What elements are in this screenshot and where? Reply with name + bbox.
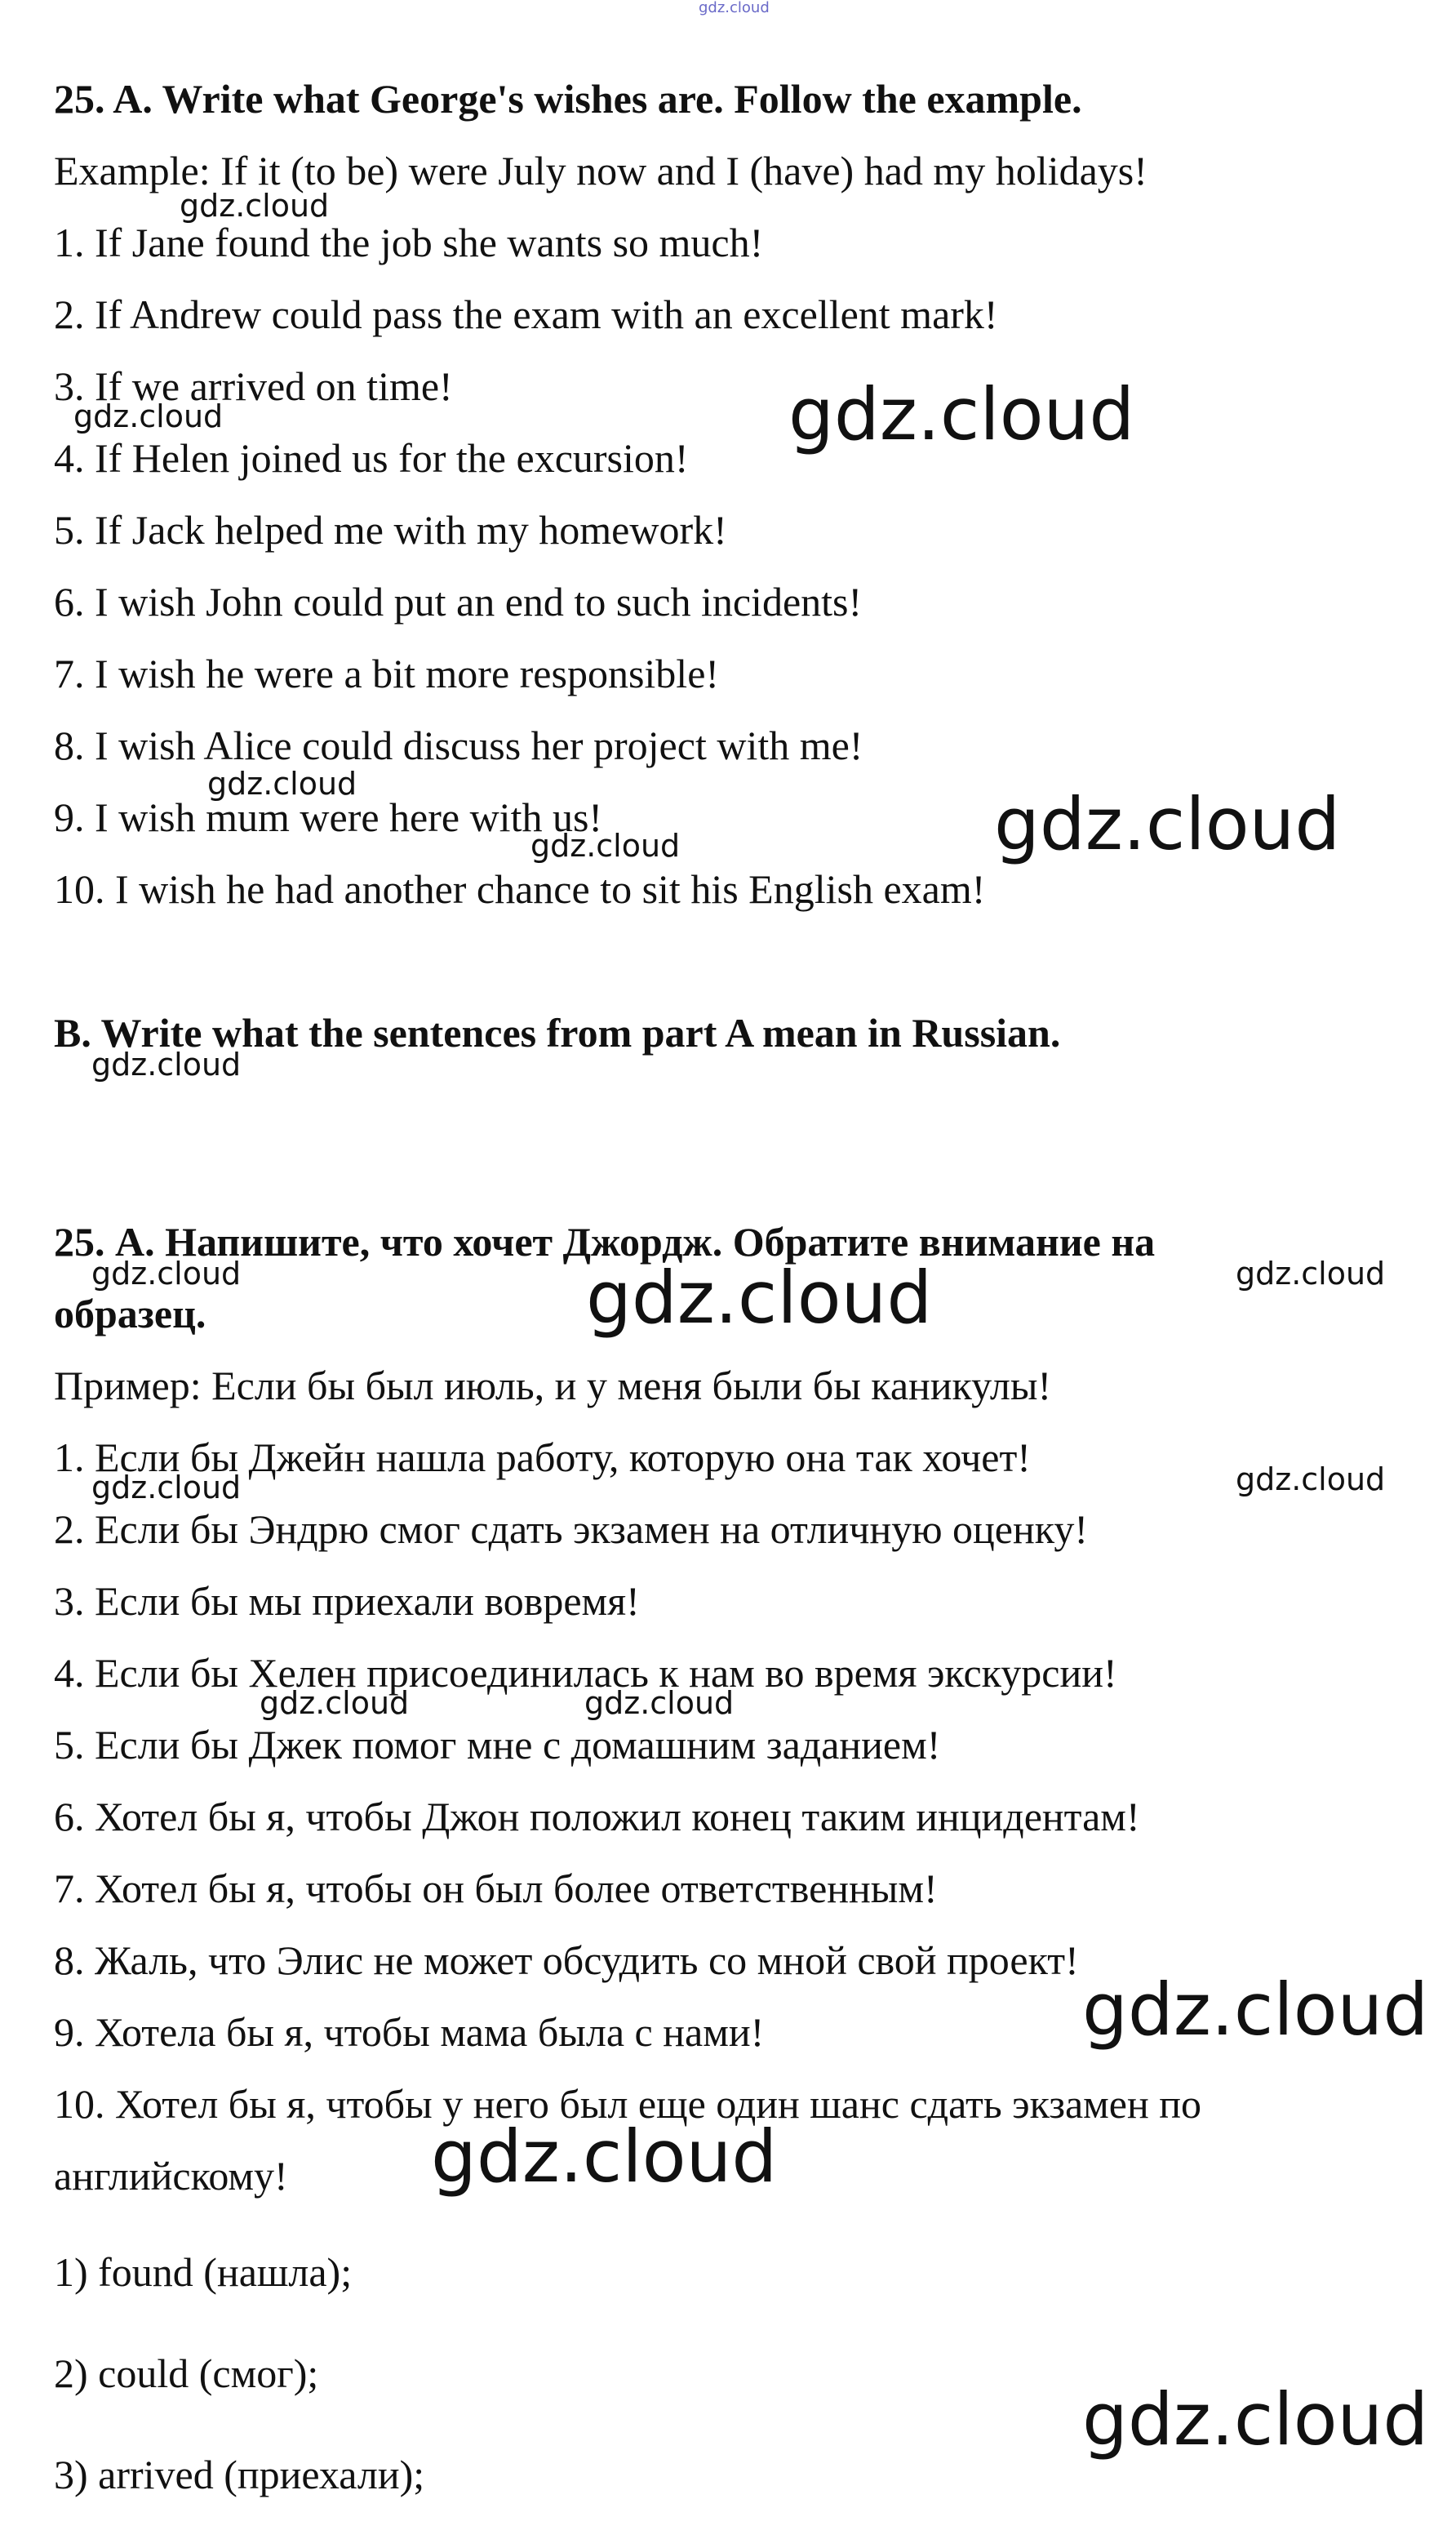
part-a-item-4: 4. If Helen joined us for the excursion!: [54, 435, 689, 481]
part-a-item-5: 5. If Jack helped me with my homework!: [54, 507, 727, 553]
part-a-item-1: 1. If Jane found the job she wants so much!: [54, 220, 764, 265]
watermark-text: gdz.cloud: [431, 2114, 778, 2199]
watermark-text: gdz.cloud: [180, 188, 330, 224]
part-b-heading: B. Write what the sentences from part A mean in Russian.: [54, 1010, 1061, 1056]
watermark-text: gdz.cloud: [530, 828, 681, 864]
part-a-item-2: 2. If Andrew could pass the exam with an excellent mark!: [54, 291, 998, 337]
watermark-text: gdz.cloud: [1082, 2377, 1429, 2461]
part-a-example: Example: If it (to be) were July now and I (have) had my holidays!: [54, 148, 1147, 193]
translation-heading-line1: 25. А. Напишите, что хочет Джордж. Обратите внимание на: [54, 1219, 1156, 1265]
watermark-text: gdz.cloud: [584, 1685, 735, 1721]
part-a-item-8: 8. I wish Alice could discuss her project with me!: [54, 723, 863, 768]
top-watermark: gdz.cloud: [699, 0, 770, 16]
watermark-text: gdz.cloud: [994, 782, 1341, 866]
watermark-text: gdz.cloud: [260, 1685, 410, 1721]
translation-item-10-line2: английскому!: [54, 2153, 288, 2199]
watermark-text: gdz.cloud: [586, 1256, 933, 1340]
watermark-text: gdz.cloud: [1236, 1256, 1386, 1292]
translation-item-8: 8. Жаль, что Элис не может обсудить со мной свой проект!: [54, 1937, 1079, 1983]
translation-item-4: 4. Если бы Хелен присоединилась к нам во время экскурсии!: [54, 1650, 1117, 1696]
watermark-text: gdz.cloud: [91, 1047, 242, 1083]
watermark-text: gdz.cloud: [1082, 1968, 1429, 2052]
translation-item-9: 9. Хотела бы я, чтобы мама была с нами!: [54, 2009, 765, 2055]
watermark-text: gdz.cloud: [788, 372, 1135, 456]
answer-1: 1) found (нашла);: [54, 2249, 353, 2295]
part-a-item-9: 9. I wish mum were here with us!: [54, 794, 603, 840]
answer-2: 2) could (смог);: [54, 2350, 319, 2396]
part-a-item-6: 6. I wish John could put an end to such incidents!: [54, 579, 863, 625]
part-a-item-3: 3. If we arrived on time!: [54, 363, 453, 409]
translation-item-1: 1. Если бы Джейн нашла работу, которую она так хочет!: [54, 1434, 1031, 1480]
translation-item-10-line1: 10. Хотел бы я, чтобы у него был еще один шанс сдать экзамен по: [54, 2081, 1202, 2127]
watermark-text: gdz.cloud: [73, 398, 224, 434]
translation-example: Пример: Если бы был июль, и у меня были бы каникулы!: [54, 1363, 1052, 1408]
watermark-text: gdz.cloud: [91, 1470, 242, 1505]
watermark-text: gdz.cloud: [207, 766, 357, 802]
translation-heading-line2: образец.: [54, 1291, 206, 1336]
part-a-item-7: 7. I wish he were a bit more responsible!: [54, 651, 720, 696]
translation-item-2: 2. Если бы Эндрю смог сдать экзамен на отличную оценку!: [54, 1506, 1088, 1552]
translation-item-7: 7. Хотел бы я, чтобы он был более ответственным!: [54, 1865, 938, 1911]
watermark-text: gdz.cloud: [1236, 1461, 1386, 1497]
part-a-heading: 25. A. Write what George's wishes are. Follow the example.: [54, 76, 1082, 122]
part-a-item-10: 10. I wish he had another chance to sit his English exam!: [54, 866, 986, 912]
translation-item-3: 3. Если бы мы приехали вовремя!: [54, 1578, 640, 1624]
answer-3: 3) arrived (приехали);: [54, 2452, 425, 2497]
translation-item-5: 5. Если бы Джек помог мне с домашним заданием!: [54, 1722, 941, 1768]
translation-item-6: 6. Хотел бы я, чтобы Джон положил конец таким инцидентам!: [54, 1794, 1140, 1839]
watermark-text: gdz.cloud: [91, 1256, 242, 1292]
